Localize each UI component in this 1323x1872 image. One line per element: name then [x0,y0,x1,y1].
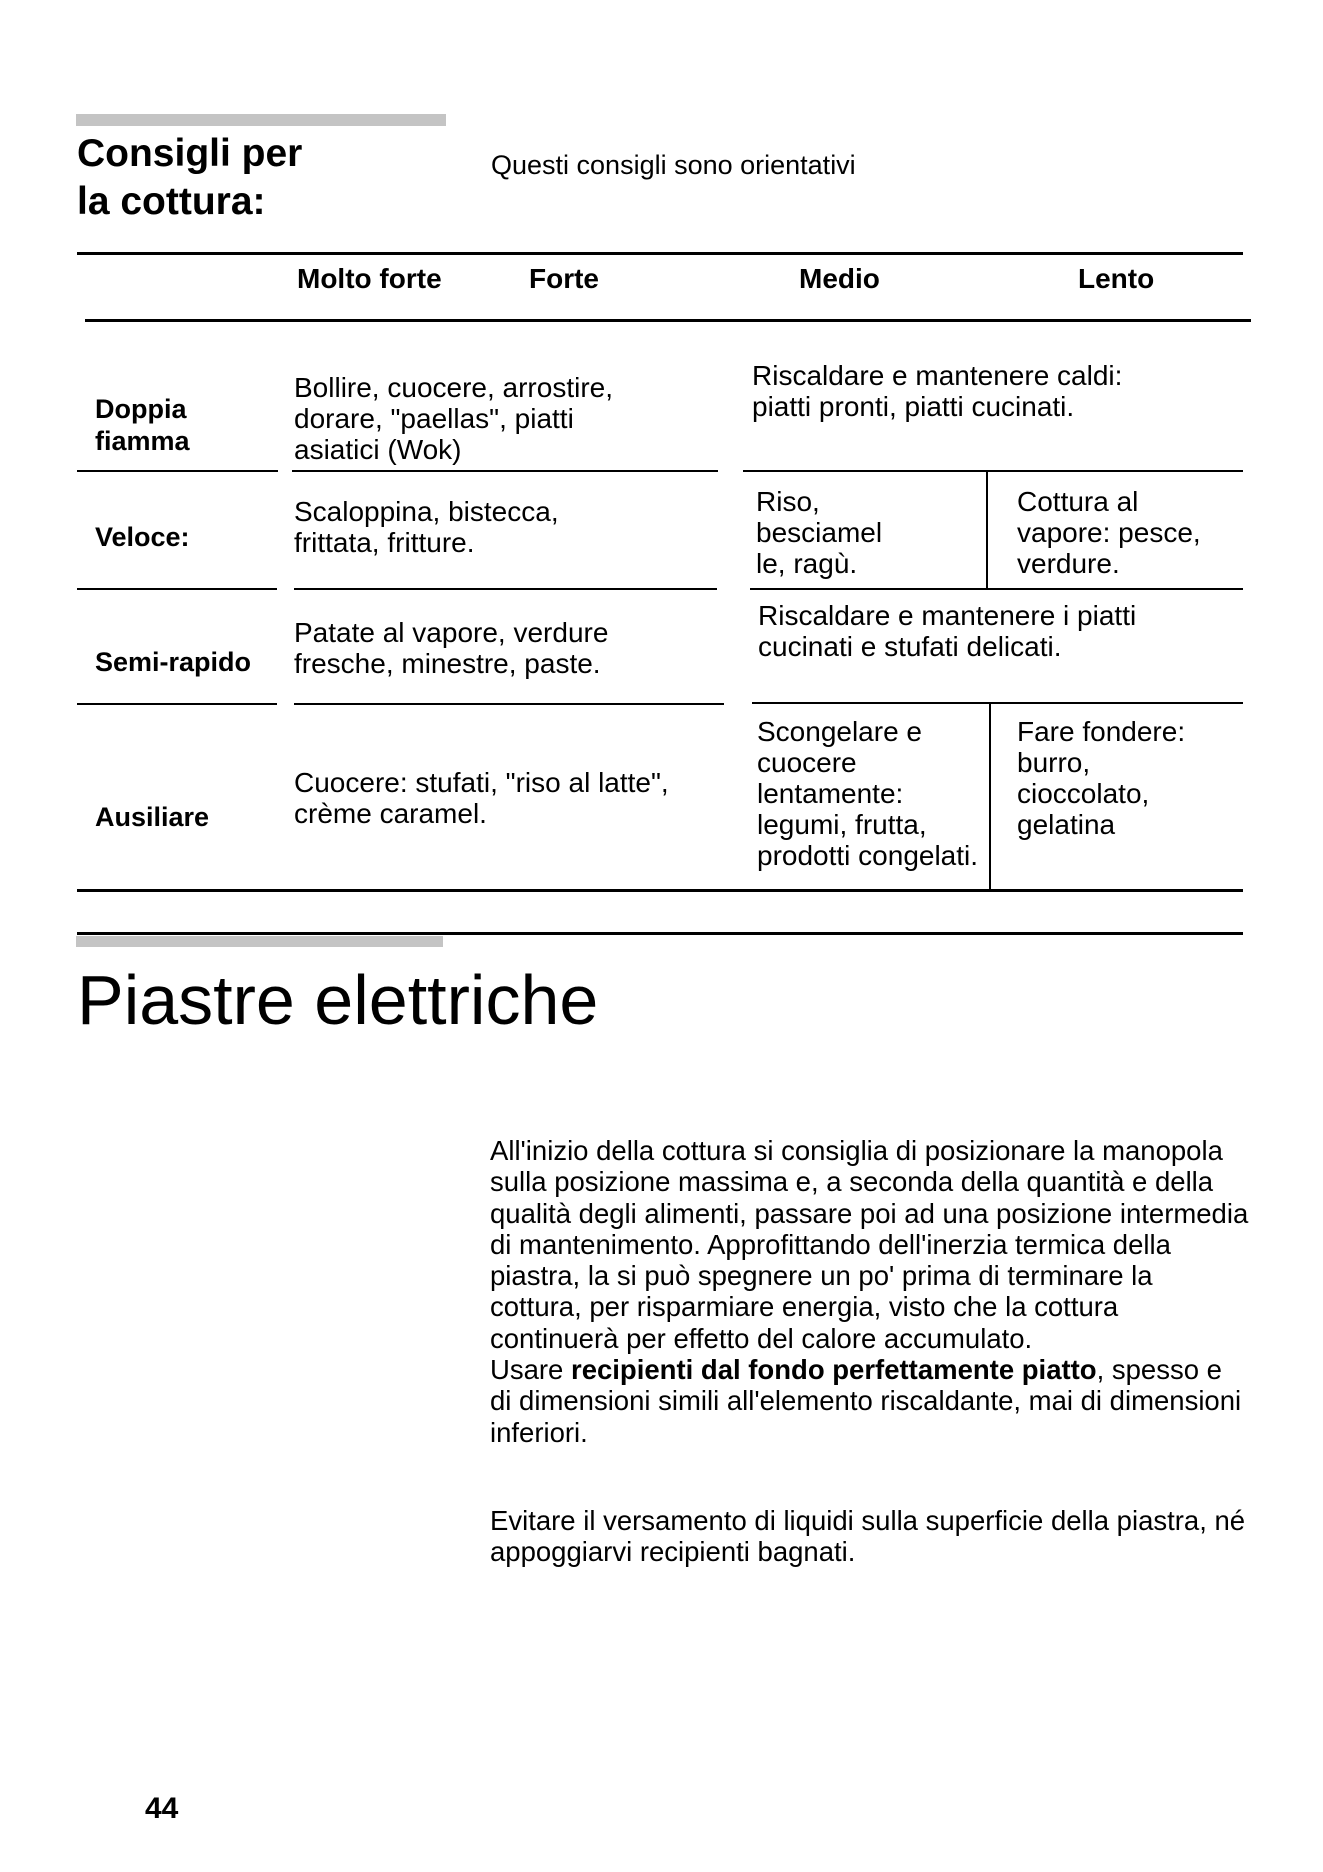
cell-ausiliare-strong: Cuocere: stufati, "riso al latte", crème caramel. [294,767,669,829]
row-rule [294,703,724,705]
header-forte: Forte [529,263,599,294]
row-rule [292,470,718,472]
text-run: Usare [490,1354,571,1386]
text-run: , spesso e di dimensioni simili all'elemento riscaldante, mai di dimensioni inferiori. [490,1354,1242,1448]
table-bottom-rule [77,889,1243,892]
row-rule [77,470,278,472]
table-header-rule [85,319,1251,322]
page-number: 44 [145,1792,179,1825]
section-accent-bar [76,114,446,126]
cell-semi-strong: Patate al vapore, verdure fresche, minestre, paste. [294,617,609,679]
paragraph-text [490,1354,1250,1448]
row-label-semi-rapido: Semi-rapido [95,647,252,677]
cell-veloce-lento: Cottura al vapore: pesce, verdure. [1017,486,1201,579]
row-rule [294,588,717,590]
table-top-rule [77,252,1243,255]
cell-veloce-strong: Scaloppina, bistecca, frittata, fritture. [294,496,559,558]
column-divider [986,471,988,588]
row-label-doppia-fiamma: Doppia fiamma [95,394,190,456]
section-accent-bar [76,936,443,947]
column-divider [989,703,991,890]
row-rule [752,702,1243,704]
cell-ausiliare-lento: Fare fondere: burro, cioccolato, gelatina [1017,716,1186,840]
row-rule [77,703,277,705]
header-molto-forte: Molto forte [297,263,442,294]
row-label-veloce: Veloce: [95,522,190,552]
row-rule [750,588,1243,590]
section-title: Consigli per la cottura: [77,132,303,223]
row-rule [743,470,1243,472]
cell-semi-low: Riscaldare e mantenere i piatti cucinati e stufati delicati. [758,600,1137,662]
cell-ausiliare-medio: Scongelare e cuocere lentamente: legumi, frutta, prodotti congelati. [757,716,979,871]
header-lento: Lento [1078,263,1155,294]
row-rule [77,588,277,590]
section-intro: Questi consigli sono orientativi [491,150,856,180]
cell-doppia-low: Riscaldare e mantenere caldi: piatti pronti, piatti cucinati. [752,360,1123,422]
section-divider-rule [77,932,1243,935]
cell-doppia-strong: Bollire, cuocere, arrostire, dorare, "paellas", piatti asiatici (Wok) [294,372,614,465]
body-paragraph [490,1135,1250,1448]
cell-veloce-medio: Riso, besciamel le, ragù. [756,486,883,579]
section-heading: Piastre elettriche [77,961,599,1039]
body-paragraph: Evitare il versamento di liquidi sulla superficie della piastra, né appoggiarvi recipienti bagnati. [490,1505,1246,1568]
paragraph-text: All'inizio della cottura si consiglia di posizionare la manopola sulla posizione massima e, a seconda della quantità e della qualità degli alimenti, passare poi ad una posizione intermedia di mantenimento. Approfittando dell'inerzia termica della piastra, la si può spegnere un po' prima di terminare la cottura, per risparmiare energia, visto che la cottura continuerà per effetto del calore accumulato. [490,1135,1249,1354]
emphasis-text: recipienti dal fondo perfettamente piatto [571,1354,1097,1386]
row-label-ausiliare: Ausiliare [95,802,210,832]
header-medio: Medio [799,263,880,294]
